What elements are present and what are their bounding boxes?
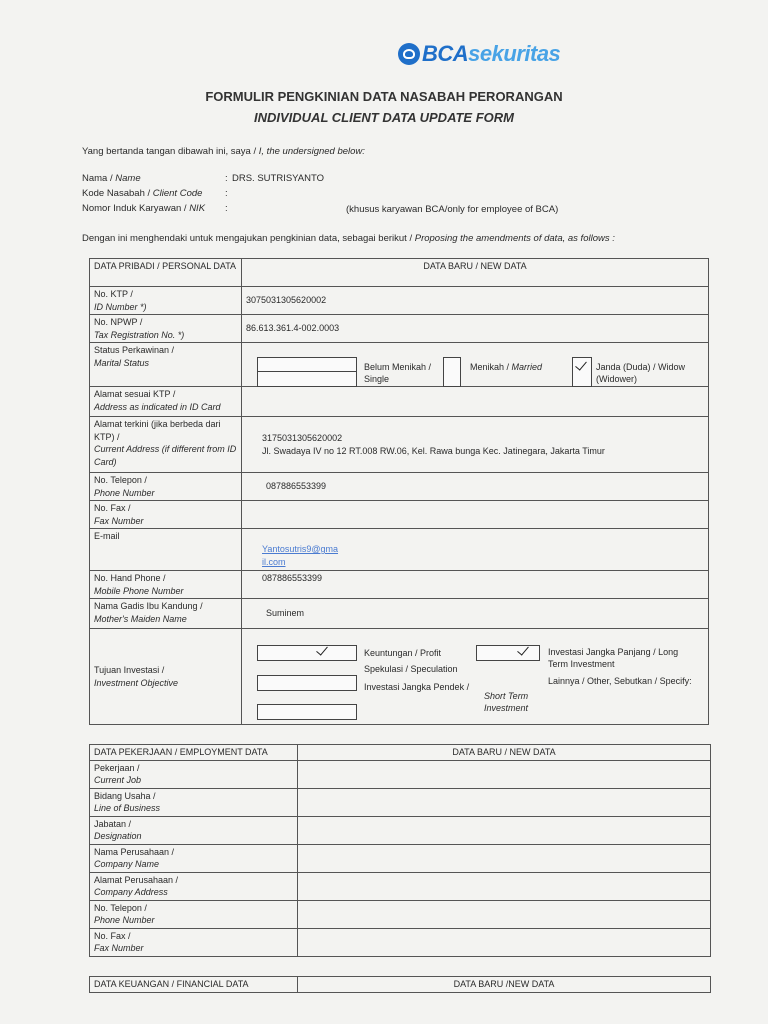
phone-value[interactable]: 087886553399: [266, 481, 327, 492]
opt-profit-label: Keuntungan / Profit: [364, 648, 442, 658]
marital-status-input-2[interactable]: [257, 371, 357, 387]
short-term-checkbox[interactable]: [257, 704, 357, 720]
name-value: DRS. SUTRISYANTO: [232, 173, 325, 184]
nik-sep: :: [225, 203, 228, 214]
name-sep: :: [225, 173, 228, 184]
mobile-value[interactable]: 087886553399: [262, 573, 323, 583]
financial-header-right: DATA BARU /NEW DATA: [298, 977, 711, 993]
opt-short-en-label: Short Term Investment: [484, 691, 529, 713]
status-married-label: Menikah / Married: [470, 362, 543, 372]
personal-data-table: DATA PRIBADI / PERSONAL DATA DATA BARU / NEW DATA No. KTP / ID Number *) 3075031305620002 No. NPWP / Tax Registration No. *) 86.613.361.4-002.0003 Status Perkawinan / Marital Status Alamat sesuai KTP / Address as indicated in ID Card Alamat terkini (jika berbeda dari KTP) / Current Address (if different from ID Card) 3175031305620002 Jl. Swadaya IV no 12 RT.008 RW.06, Kel. Rawa bunga Kec. Jatinegara, Jakarta Timur No. Telepon / Phone Number 087886553399 No. Fax / Fax Number E-mail Yantosutris9@gma il.com No. Hand Phone / Mobile Phone Number 087886553399 Nama Gadis Ibu Kandung / Mother's Maiden Name Suminem Tujuan Investasi / Investment Objective: [89, 258, 709, 725]
opt-long-label: Investasi Jangka Panjang / Long Term Investment: [548, 647, 679, 669]
speculation-checkbox[interactable]: [257, 675, 357, 691]
company-name-value[interactable]: [298, 844, 711, 872]
mother-maiden-value[interactable]: Suminem: [266, 608, 305, 619]
company-phone-value[interactable]: [298, 900, 711, 928]
status-single-checkbox[interactable]: [443, 357, 461, 387]
opt-speculation-label: Spekulasi / Speculation: [364, 664, 458, 674]
email-value-2[interactable]: il.com: [262, 556, 286, 567]
employment-header-right: DATA BARU / NEW DATA: [298, 745, 711, 761]
employment-data-table: DATA PEKERJAAN / EMPLOYMENT DATA DATA BARU / NEW DATA Pekerjaan / Current Job Bidang Usaha / Line of Business Jabatan / Designation Nama Perusahaan / Company Name Alamat Perusahaan / Company Address No. Telepon / Phone Number No. Fax / Fax Number: [89, 744, 711, 957]
client-code-label: Kode Nasabah / Client Code: [82, 188, 203, 199]
line-of-business-value[interactable]: [298, 788, 711, 816]
opt-short-label: Investasi Jangka Pendek /: [364, 682, 470, 692]
status-widow-label: Janda (Duda) / Widow (Widower): [596, 362, 686, 384]
name-label: Nama / Name: [82, 173, 141, 184]
bca-logo-icon: [398, 43, 420, 65]
logo-brand: BCA: [422, 41, 469, 66]
check-icon: [515, 644, 531, 660]
personal-header-right: DATA BARU / NEW DATA: [242, 259, 709, 287]
status-widow-checkbox[interactable]: [572, 357, 592, 387]
ktp-value[interactable]: 3075031305620002: [246, 295, 327, 306]
form-title: FORMULIR PENGKINIAN DATA NASABAH PERORANGAN: [205, 89, 563, 104]
status-single-label: Belum Menikah / Single: [364, 362, 432, 384]
email-value-1[interactable]: Yantosutris9@gma: [262, 544, 339, 554]
financial-data-table: [89, 976, 711, 993]
current-job-value[interactable]: [298, 760, 711, 788]
nik-label: Nomor Induk Karyawan / NIK: [82, 203, 206, 214]
current-address-line1[interactable]: 3175031305620002: [262, 433, 343, 443]
address-ktp-value[interactable]: [242, 387, 709, 417]
financial-header-left: DATA KEUANGAN / FINANCIAL DATA: [90, 977, 298, 993]
intro-id: Yang bertanda tangan dibawah ini, saya /: [82, 146, 259, 157]
proposal-text: Dengan ini menghendaki untuk mengajukan pengkinian data, sebagai berikut / Proposing the amendments of data, as follows :: [82, 233, 615, 244]
company-address-value[interactable]: [298, 872, 711, 900]
long-term-checkbox[interactable]: [476, 645, 540, 661]
profit-checkbox[interactable]: [257, 645, 357, 661]
current-address-line2[interactable]: Jl. Swadaya IV no 12 RT.008 RW.06, Kel. Rawa bunga Kec. Jatinegara, Jakarta Timur: [262, 445, 605, 456]
nik-note: (khusus karyawan BCA/only for employee of BCA): [346, 204, 559, 215]
bca-sekuritas-logo: [398, 41, 560, 67]
logo-brand-suffix: sekuritas: [468, 41, 561, 66]
client-code-sep: :: [225, 188, 228, 199]
employment-header-left: DATA PEKERJAAN / EMPLOYMENT DATA: [90, 745, 298, 761]
company-fax-value[interactable]: [298, 928, 711, 956]
fax-value[interactable]: [242, 501, 709, 529]
opt-other-label: Lainnya / Other, Sebutkan / Specify:: [548, 676, 692, 686]
check-icon: [573, 359, 589, 375]
intro-en: I, the undersigned below:: [258, 146, 365, 157]
personal-header-left: DATA PRIBADI / PERSONAL DATA: [90, 259, 242, 287]
check-icon: [314, 644, 330, 660]
designation-value[interactable]: [298, 816, 711, 844]
npwp-value[interactable]: 86.613.361.4-002.0003: [246, 323, 340, 334]
intro-text: [82, 146, 365, 158]
form-subtitle: INDIVIDUAL CLIENT DATA UPDATE FORM: [254, 110, 514, 125]
